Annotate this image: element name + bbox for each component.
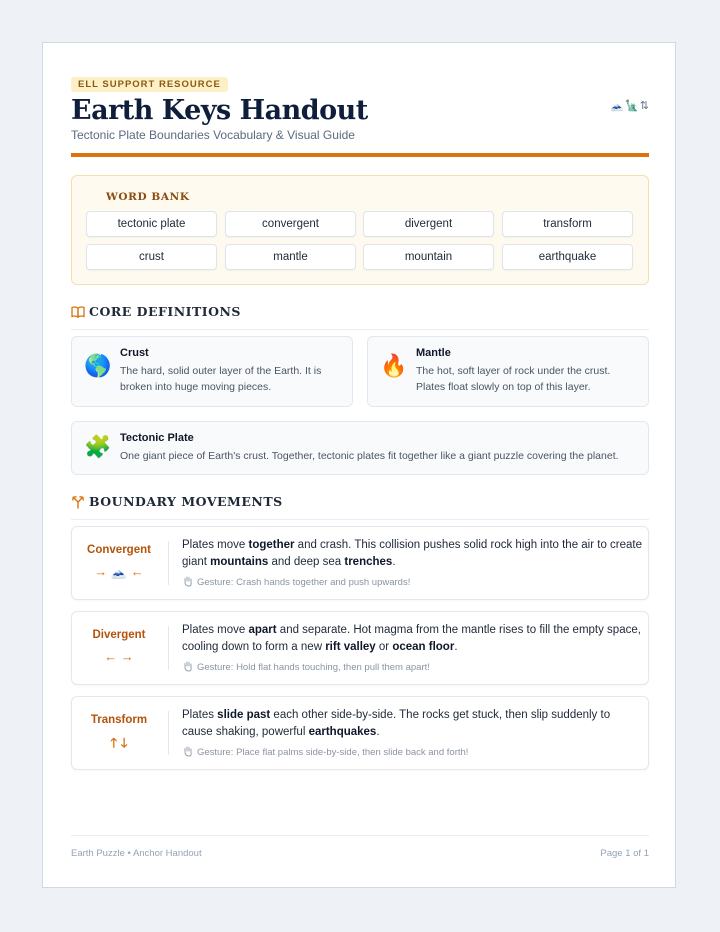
section-title: BOUNDARY MOVEMENTS (89, 494, 283, 509)
definition-line: broken into huge moving pieces. (120, 381, 272, 393)
hand-icon (182, 745, 194, 757)
movement-name: Convergent (87, 544, 151, 556)
movement-label (72, 612, 168, 684)
text: and crash. This collision pushes solid rock high into the air to create giant (182, 539, 643, 568)
definition-text (416, 363, 610, 395)
text: and separate. Hot magma from the mantle rises to fill the empty space, cooling down to form a new (182, 624, 641, 653)
movement-name: Transform (90, 714, 148, 726)
core-definitions-heading (71, 303, 649, 330)
definition-line: One giant piece of Earth's crust. Together, tectonic plates fit together like a giant puzzle covering the planet. (120, 450, 619, 462)
movement-card-convergent (71, 526, 649, 600)
section-title: CORE DEFINITIONS (89, 304, 241, 319)
definition-text (120, 363, 321, 395)
page-title: Earth Keys Handout (71, 95, 368, 126)
up-down-arrows-icon: ⇅ (639, 100, 649, 112)
header-icons (609, 99, 649, 112)
word-chip: transform (502, 211, 633, 237)
page-number: Page 1 of 1 (600, 848, 649, 859)
divider (168, 541, 169, 585)
text: . (376, 725, 380, 738)
text: each other side-by-side. The rocks get stuck, then slip suddenly to cause shaking, powerful (182, 709, 611, 738)
gesture-hint (182, 660, 430, 673)
divider (168, 626, 169, 670)
footer-source: Earth Puzzle • Anchor Handout (71, 848, 202, 859)
header-divider (71, 153, 649, 157)
puzzle-piece-icon: 🧩 (84, 434, 112, 459)
keyword: together (248, 539, 295, 551)
word-chip: earthquake (502, 244, 633, 270)
keyword: trenches (344, 555, 393, 568)
keyword: mountains (210, 555, 269, 568)
ell-support-badge: ELL SUPPORT RESOURCE (71, 77, 228, 92)
word-chip: crust (86, 244, 217, 270)
movement-description (182, 622, 642, 655)
definition-term: Mantle (416, 347, 451, 359)
word-chip: convergent (225, 211, 356, 237)
definition-line: The hard, solid outer layer of the Earth. It is (120, 365, 322, 377)
definition-card-mantle (367, 336, 649, 407)
gesture-text: Gesture: Place flat palms side-by-side, then slide back and forth! (197, 747, 469, 758)
definition-line: The hot, soft layer of rock under the crust. (416, 365, 611, 377)
definition-term: Crust (120, 347, 149, 359)
keyword: rift valley (325, 640, 376, 653)
gesture-hint (182, 575, 410, 588)
keyword: ocean floor (392, 640, 455, 653)
text: Plates move (182, 624, 249, 636)
movement-label (72, 527, 168, 599)
converging-arrows-icon: → 🗻 ← (94, 564, 144, 579)
divider (168, 711, 169, 755)
movement-name: Divergent (92, 629, 146, 641)
definition-term: Tectonic Plate (120, 432, 194, 444)
handout-page (42, 42, 676, 888)
keyword: apart (248, 624, 277, 636)
word-bank-title: WORD BANK (106, 191, 190, 203)
movement-card-divergent (71, 611, 649, 685)
keyword: slide past (217, 709, 271, 721)
text: Plates (182, 709, 218, 721)
keyword: earthquakes (308, 725, 377, 738)
word-chip: mantle (225, 244, 356, 270)
word-bank (71, 175, 649, 285)
mountain-icon: 🗻 (610, 100, 625, 112)
gesture-hint (182, 745, 468, 758)
fire-icon: 🔥 (380, 353, 408, 378)
definition-card-tectonic-plate (71, 421, 649, 475)
gesture-text: Gesture: Crash hands together and push upwards! (197, 577, 411, 588)
statue-icon: 🗽 (625, 100, 639, 112)
hand-icon (182, 575, 194, 587)
page-subtitle: Tectonic Plate Boundaries Vocabulary & Visual Guide (71, 128, 355, 142)
movement-label (72, 697, 168, 769)
footer-divider (71, 835, 649, 836)
word-chip: tectonic plate (86, 211, 217, 237)
word-chip: divergent (363, 211, 494, 237)
open-book-icon (71, 305, 85, 319)
text: or (375, 640, 393, 653)
hand-icon (182, 660, 194, 672)
text: . (392, 555, 396, 568)
up-down-arrows-icon: 🡑 🡓 (110, 735, 128, 750)
gesture-text: Gesture: Hold flat hands touching, then pull them apart! (197, 662, 430, 673)
movement-description (182, 537, 642, 570)
text: and deep sea (268, 555, 345, 568)
word-chip: mountain (363, 244, 494, 270)
boundary-movements-heading (71, 493, 649, 520)
definition-card-crust (71, 336, 353, 407)
definition-text (120, 448, 619, 464)
movement-card-transform (71, 696, 649, 770)
definition-line: Plates float slowly on top of this layer. (416, 381, 591, 393)
movement-description (182, 707, 642, 740)
diverging-arrows-icon: ← → (104, 649, 134, 664)
text: . (454, 640, 458, 653)
split-arrows-icon (71, 495, 85, 509)
earth-globe-icon: 🌎 (84, 353, 112, 378)
text: Plates move (182, 539, 249, 551)
